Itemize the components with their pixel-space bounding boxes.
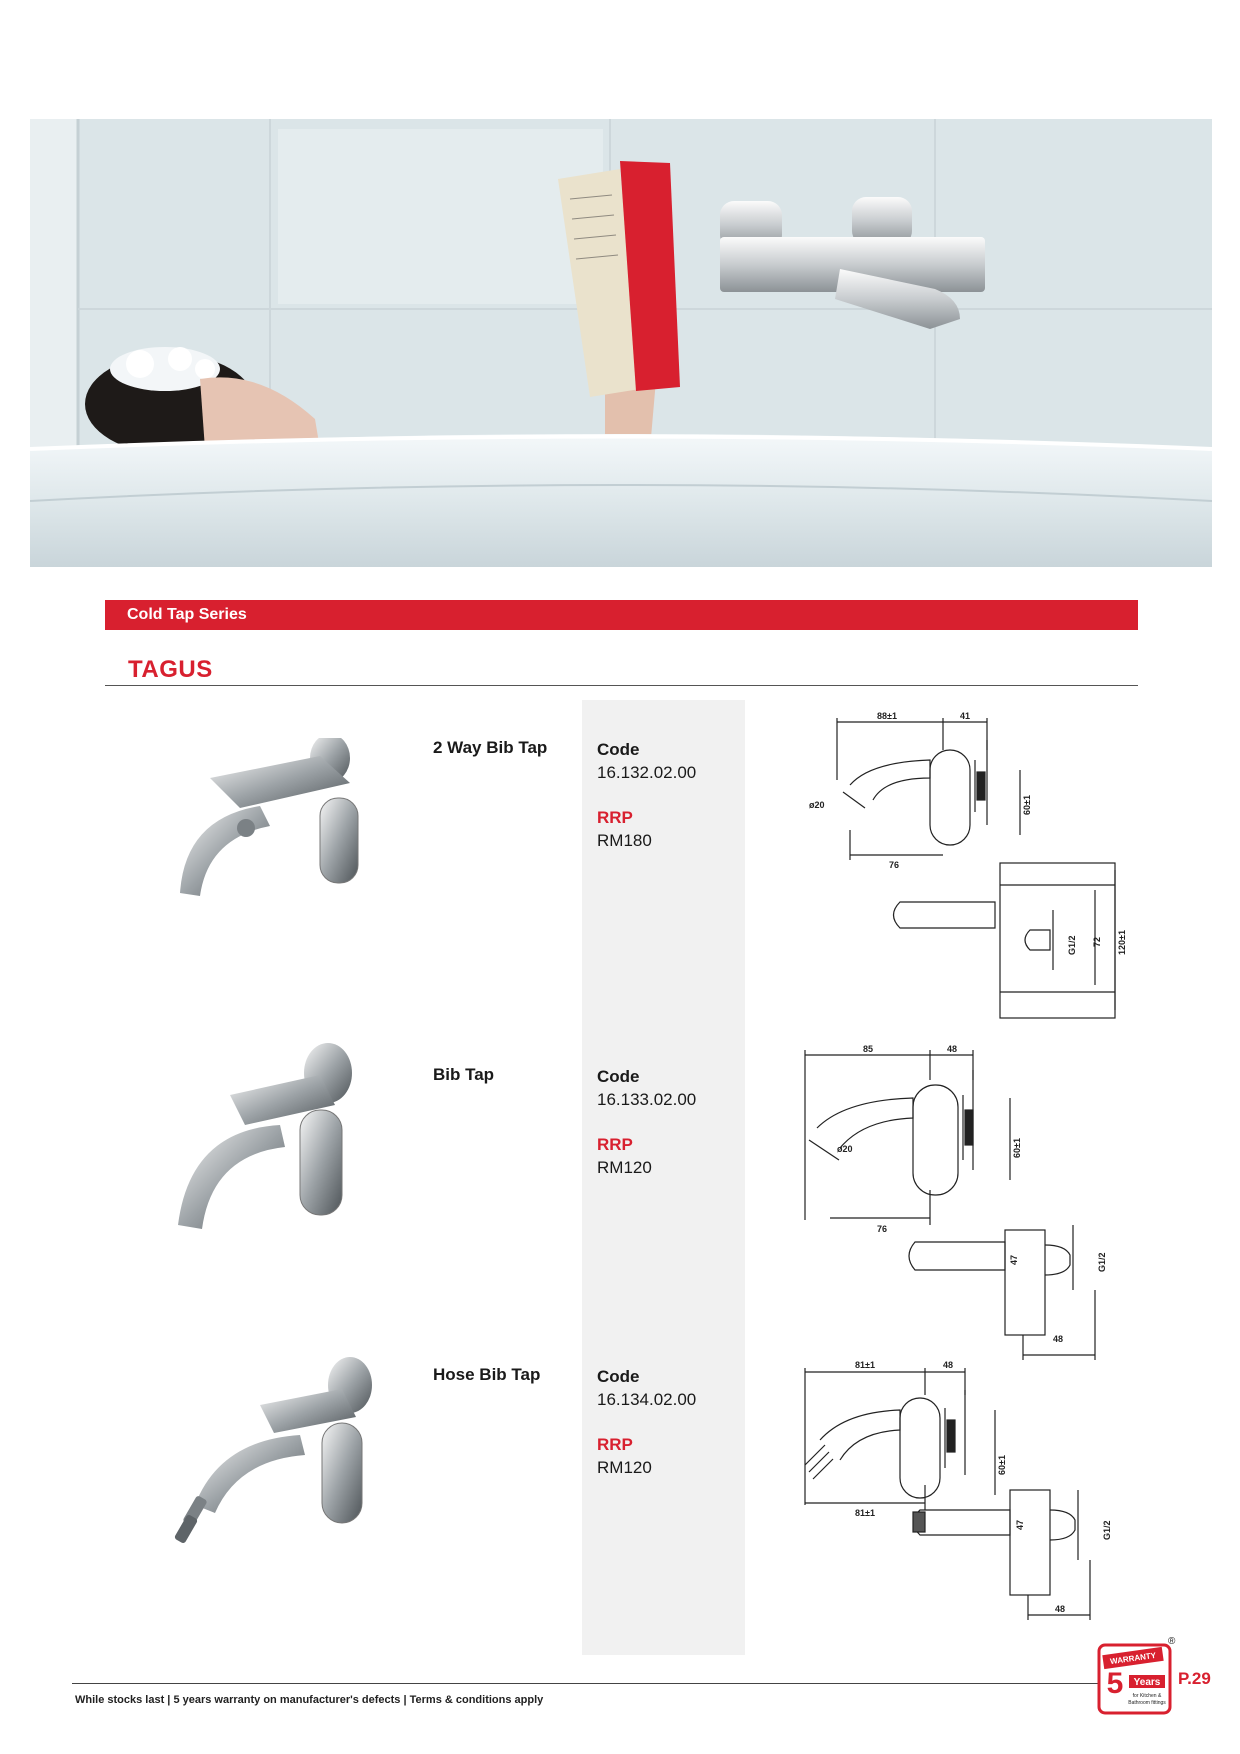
svg-text:81±1: 81±1 (855, 1360, 875, 1370)
rrp-label: RRP (597, 1135, 633, 1154)
code-label: Code (597, 1367, 640, 1386)
hose-bib-tap-photo (150, 1345, 410, 1585)
collection-title: TAGUS (128, 656, 213, 683)
svg-text:76: 76 (877, 1224, 888, 1234)
code-label: Code (597, 1067, 640, 1086)
svg-text:ø20: ø20 (837, 1144, 853, 1154)
product-name: Hose Bib Tap (433, 1365, 541, 1384)
svg-text:72: 72 (1092, 936, 1102, 947)
svg-text:48: 48 (947, 1044, 958, 1054)
svg-text:60±1: 60±1 (1022, 795, 1032, 815)
svg-text:48: 48 (1053, 1334, 1064, 1344)
svg-text:47: 47 (1015, 1519, 1025, 1530)
svg-text:60±1: 60±1 (997, 1455, 1007, 1475)
2-way-bib-tap-technical-drawing (795, 710, 1135, 1030)
svg-text:G1/2: G1/2 (1067, 935, 1077, 955)
title-divider (105, 685, 1138, 686)
svg-text:41: 41 (960, 711, 971, 721)
svg-text:for Kitchen &: for Kitchen & (1132, 1693, 1162, 1699)
rrp-label: RRP (597, 1435, 633, 1454)
product-name: Bib Tap (433, 1065, 495, 1084)
bathroom-scene-illustration (30, 119, 1212, 567)
product-price: RM120 (597, 1458, 652, 1477)
footer-divider (72, 1683, 1110, 1684)
product-price: RM180 (597, 831, 652, 850)
product-code: 16.133.02.00 (597, 1090, 697, 1109)
svg-text:88±1: 88±1 (877, 711, 897, 721)
svg-text:81±1: 81±1 (855, 1508, 875, 1518)
hero-photo (30, 119, 1212, 567)
hose-bib-tap-technical-drawing (795, 1350, 1135, 1670)
svg-text:ø20: ø20 (809, 800, 825, 810)
product-name: 2 Way Bib Tap (433, 738, 548, 757)
svg-text:WARRANTY: WARRANTY (1109, 1650, 1157, 1667)
svg-text:Years: Years (1133, 1677, 1161, 1688)
rrp-label: RRP (597, 808, 633, 827)
product-info (597, 1065, 696, 1179)
svg-text:Bathroom fittings: Bathroom fittings (1128, 1700, 1166, 1706)
registered-mark: ® (1168, 1636, 1176, 1647)
footer-disclaimer: While stocks last | 5 years warranty on manufacturer's defects | Terms & conditions apply (75, 1694, 544, 1706)
product-info (597, 738, 696, 852)
code-label: Code (597, 740, 640, 759)
svg-text:G1/2: G1/2 (1097, 1252, 1107, 1272)
product-code: 16.134.02.00 (597, 1390, 697, 1409)
svg-text:47: 47 (1009, 1254, 1019, 1265)
svg-text:120±1: 120±1 (1117, 930, 1127, 955)
svg-text:85: 85 (863, 1044, 874, 1054)
svg-text:48: 48 (943, 1360, 954, 1370)
bib-tap-photo (150, 1025, 410, 1265)
svg-text:G1/2: G1/2 (1102, 1520, 1112, 1540)
product-info (597, 1365, 696, 1479)
svg-text:48: 48 (1055, 1604, 1066, 1614)
svg-text:60±1: 60±1 (1012, 1138, 1022, 1158)
svg-text:5: 5 (1106, 1667, 1124, 1700)
page-number: P.29 (1178, 1669, 1211, 1688)
series-banner: Cold Tap Series (105, 600, 1138, 630)
bib-tap-technical-drawing (795, 1040, 1135, 1360)
product-price: RM120 (597, 1158, 652, 1177)
warranty-badge-icon (1097, 1643, 1172, 1715)
svg-text:76: 76 (889, 860, 900, 870)
product-code: 16.132.02.00 (597, 763, 697, 782)
2-way-bib-tap-photo (150, 738, 410, 978)
